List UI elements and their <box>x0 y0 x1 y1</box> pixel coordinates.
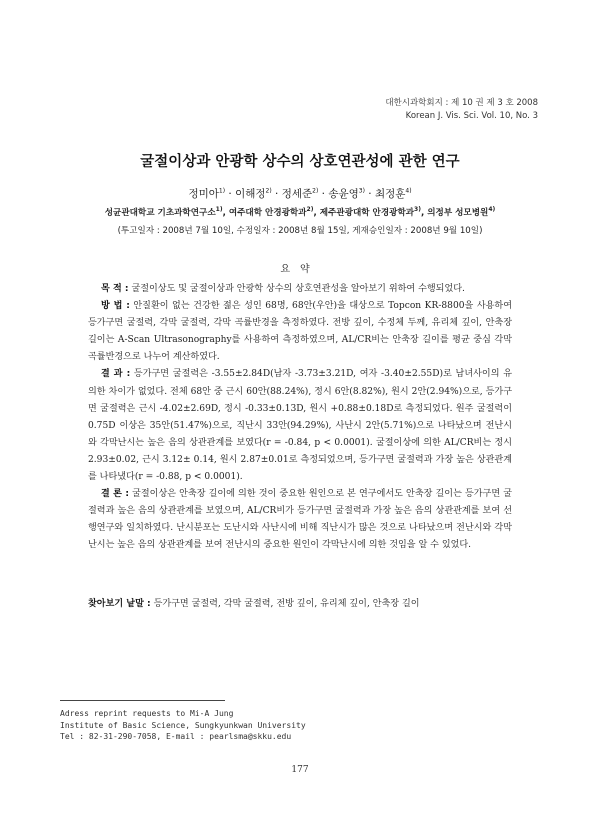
abstract <box>88 281 512 555</box>
author-name: 정미아 <box>188 188 219 200</box>
affiliation-separator: , <box>222 208 229 218</box>
author-mark: 4) <box>405 187 412 195</box>
conclusion-text: 굴절이상은 안축장 길이에 의한 것이 중요한 원인으로 본 연구에서도 안축장 길이는 등가구면 굴절력과 높은 음의 상관관계를 보였으며, AL/CR비가 등가구면 굴절력과 가장 높은 음의 상관관계를 보여 선행연구와 일치하였다. 난시분포는 도난시와 사난시에 비해 직난시가 많은 것으로 나타났으며 전난시와 각막난시는 높은 음의 상관관계를 보여 전난시의 중요한 원인이 각막난시에 의한 것임을 알 수 있었다. <box>88 489 512 551</box>
abstract-results <box>88 366 512 486</box>
author-separator: · <box>225 188 236 200</box>
footnote-line: Tel : 82-31-290-7058, E-mail : pearlsma@skku.edu <box>60 732 292 741</box>
affiliation-mark: 2) <box>306 206 314 214</box>
conclusion-label: 결 론 : <box>101 489 129 500</box>
affiliation-mark: 1) <box>215 206 223 214</box>
author-name: 이해정 <box>235 188 266 200</box>
affiliation-mark: 4) <box>488 206 496 214</box>
methods-label: 방 법 : <box>101 301 130 312</box>
affiliation-name: 제주관광대학 안경광학과 <box>319 208 415 218</box>
footnote-divider <box>60 700 225 701</box>
submission-dates: (투고일자 : 2008년 7월 10일, 수정일자 : 2008년 8월 15일, 게재승인일자 : 2008년 9월 10일) <box>117 226 483 236</box>
methods-text: 안질환이 없는 건강한 젊은 성인 68명, 68안(우안)을 대상으로 Topcon KR-8800을 사용하여 등가구면 굴절력, 각막 굴절력, 각막 곡률반경을 측정하였다. 전방 깊이, 수정체 두께, 유리체 깊이, 안축장 길이는 A-Scan Ultrasonography를 사용하여 측정하였으며, AL/CR비는 안축장 길이를 평균 중심 각막 곡률반경으로 나누어 계산하였다. <box>88 301 513 363</box>
page-number: 177 <box>291 765 309 775</box>
affiliation-name: 성균관대학교 기초과학연구소 <box>104 208 216 218</box>
author-separator: · <box>364 188 375 200</box>
keywords-text: 등가구면 굴절력, 각막 굴절력, 전방 깊이, 유리체 깊이, 안축장 길이 <box>150 599 420 609</box>
affiliation-name: 여주대학 안경광학과 <box>228 208 307 218</box>
author-mark: 2) <box>265 187 272 195</box>
footnote-line: Adress reprint requests to Mi-A Jung <box>60 709 234 718</box>
journal-line-english: Korean J. Vis. Sci. Vol. 10, No. 3 <box>405 111 538 121</box>
purpose-label: 목 적 : <box>101 284 129 294</box>
journal-line-korean: 대한시과학회지 : 제 10 권 제 3 호 2008 <box>385 98 538 108</box>
abstract-heading: 요약 <box>280 264 320 275</box>
abstract-methods <box>88 298 512 366</box>
paper-title: 굴절이상과 안광학 상수의 상호연관성에 관한 연구 <box>140 154 460 170</box>
affiliation-mark: 3) <box>414 206 421 214</box>
affiliation-name: 의정부 성모병원 <box>427 208 489 218</box>
affiliation-separator: , <box>420 208 428 218</box>
author-name: 송윤영 <box>328 188 359 200</box>
author-mark: 3) <box>358 187 365 195</box>
footnote-line: Institute of Basic Science, Sungkyunkwan University <box>60 720 306 730</box>
journal-citation <box>385 97 538 123</box>
results-text: 등가구면 굴절력은 -3.55±2.84D(남자 -3.73±3.21D, 여자 -3.40±2.55D)로 남녀사이의 유의한 차이가 없었다. 전체 68안 중 근시 60안(88.24%), 정시 6안(8.82%), 원시 2안(2.94%)으로, 등가구면 굴절력은 근시 -4.02±2.69D, 정시 -0.33±0.13D, 원시 +0.88±0.18D로 측정되었다. 원주 굴절력이 0.75D 이상은 35안(51.47%)으로, 직난시 33안(94.29%), 사난시 2안(5.71%)으로 나타났으며 전난시와 각막난시는 높은 음의 상관관계를 보였다(r = -0.84, p < 0.0001). 굴절이상에 의한 AL/CR비는 정시 2.93±0.02, 근시 3.12± 0.14, 원시 2.87±0.01로 측정되었으며, 등가구면 굴절력과 가장 높은 상관관계를 나타냈다(r = -0.88, p < 0.0001). <box>88 369 512 483</box>
author-list <box>0 186 600 201</box>
author-mark: 1) <box>218 187 226 195</box>
author-name: 정세준 <box>281 188 313 200</box>
author-name: 최정훈 <box>374 188 406 200</box>
affiliation-list <box>0 206 600 218</box>
affiliation-separator: , <box>313 208 320 218</box>
abstract-conclusion <box>88 486 512 554</box>
abstract-purpose <box>88 281 512 298</box>
keywords-label: 찾아보기 낱말 : <box>88 599 151 609</box>
correspondence-footnote <box>60 708 306 743</box>
author-mark: 2) <box>312 187 319 195</box>
purpose-text: 굴절이상도 및 굴절이상과 안광학 상수의 상호연관성을 알아보기 위하여 수행되었다. <box>128 284 465 294</box>
keywords <box>88 596 528 613</box>
results-label: 결 과 : <box>101 369 131 380</box>
author-separator: · <box>271 188 282 200</box>
author-separator: · <box>318 188 329 200</box>
